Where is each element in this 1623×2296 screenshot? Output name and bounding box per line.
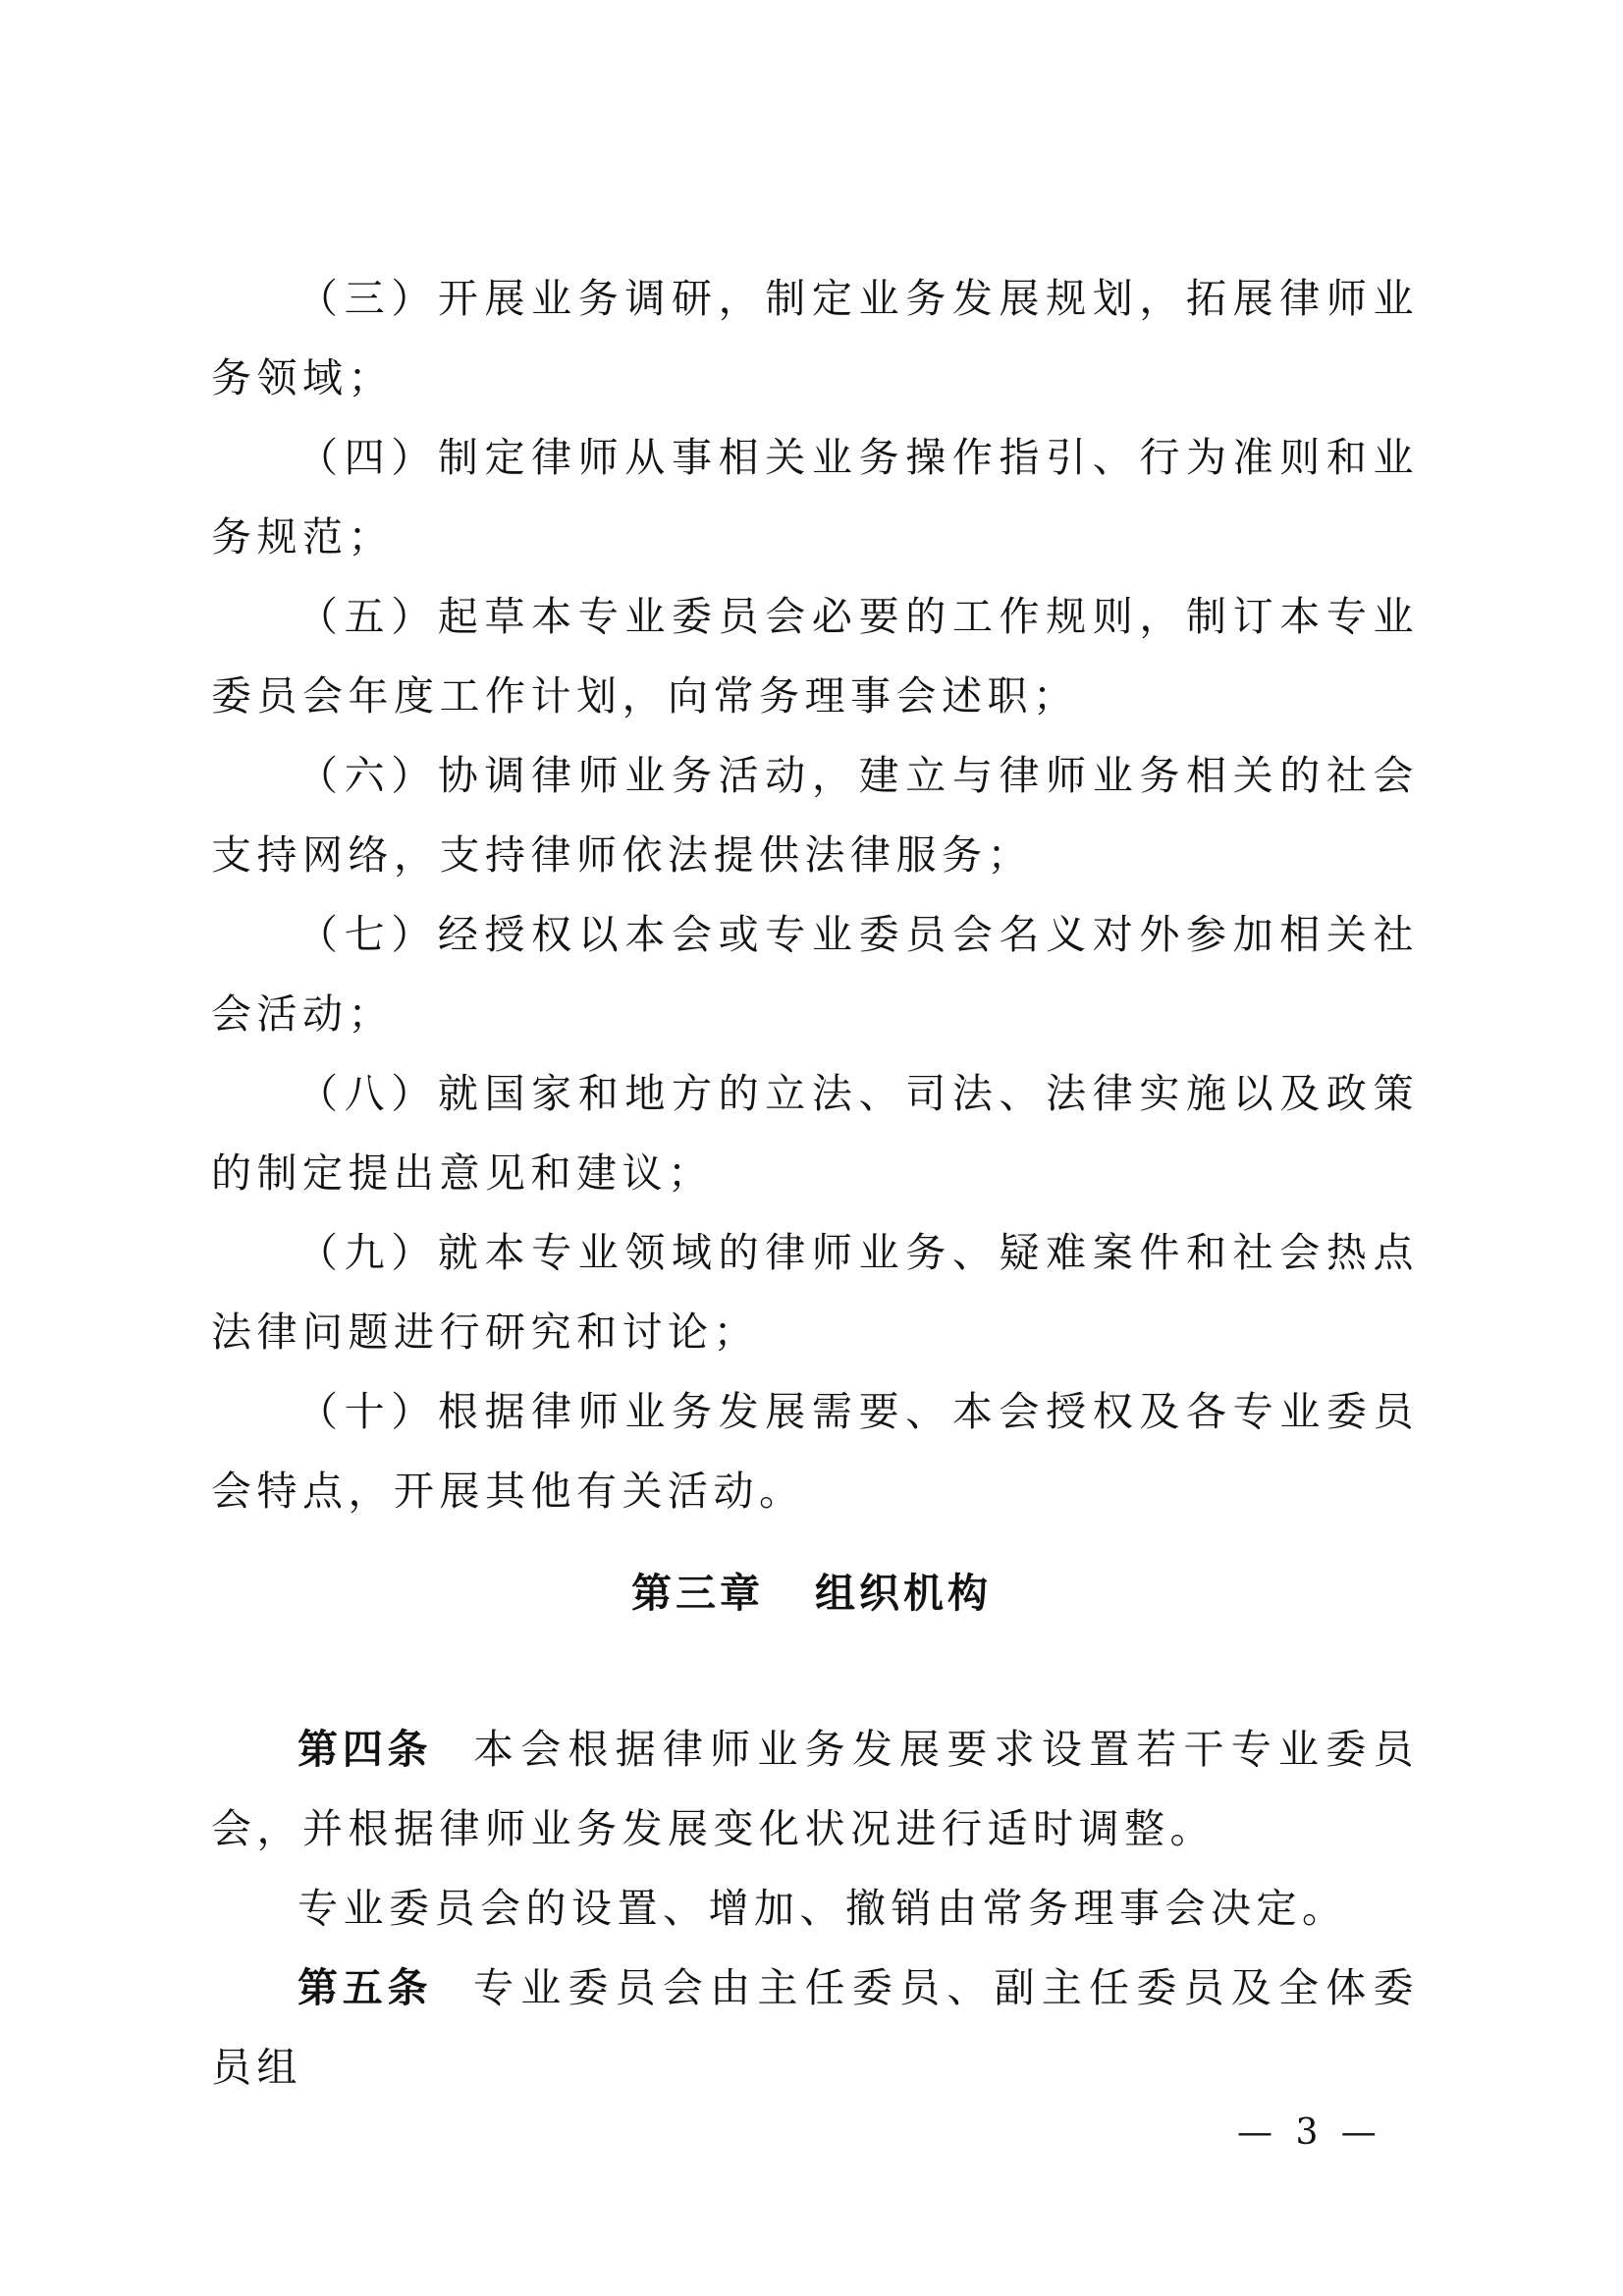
list-item: （五）起草本专业委员会必要的工作规则，制订本专业委员会年度工作计划，向常务理事会述职； bbox=[211, 593, 1419, 720]
page-number: — 3 — bbox=[1237, 2112, 1382, 2153]
duties-list bbox=[211, 259, 1419, 1531]
list-item: （三）开展业务调研，制定业务发展规划，拓展律师业务领域； bbox=[211, 275, 1419, 401]
list-item: （九）就本专业领域的律师业务、疑难案件和社会热点法律问题进行研究和讨论； bbox=[211, 1229, 1419, 1356]
article-label: 第四条 bbox=[298, 1726, 433, 1773]
article-paragraph bbox=[211, 1869, 1419, 1949]
list-item: （四）制定律师从事相关业务操作指引、行为准则和业务规范； bbox=[211, 434, 1419, 561]
chapter-heading bbox=[0, 1561, 1623, 1619]
chapter-title: 组织机构 bbox=[815, 1570, 992, 1617]
article-text: 本会根据律师业务发展要求设置若干专业委员会，并根据律师业务发展变化状况进行适时调整。 bbox=[211, 1726, 1419, 1852]
list-item: （十）根据律师业务发展需要、本会授权及各专业委员会特点，开展其他有关活动。 bbox=[211, 1388, 1419, 1515]
article-label: 第五条 bbox=[298, 1964, 433, 2011]
list-item: （六）协调律师业务活动，建立与律师业务相关的社会支持网络，支持律师依法提供法律服务； bbox=[211, 752, 1419, 879]
chapter-number: 第三章 bbox=[631, 1570, 764, 1617]
list-item: （八）就国家和地方的立法、司法、法律实施以及政策的制定提出意见和建议； bbox=[211, 1070, 1419, 1197]
article-text: 专业委员会由主任委员、副主任委员及全体委员组 bbox=[211, 1964, 1419, 2091]
article-paragraph bbox=[211, 1949, 1419, 2108]
article-paragraph bbox=[211, 1710, 1419, 1869]
article-text: 专业委员会的设置、增加、撤销由常务理事会决定。 bbox=[298, 1885, 1348, 1932]
articles-section bbox=[211, 1710, 1419, 2108]
list-item: （七）经授权以本会或专业委员会名义对外参加相关社会活动； bbox=[211, 911, 1419, 1038]
